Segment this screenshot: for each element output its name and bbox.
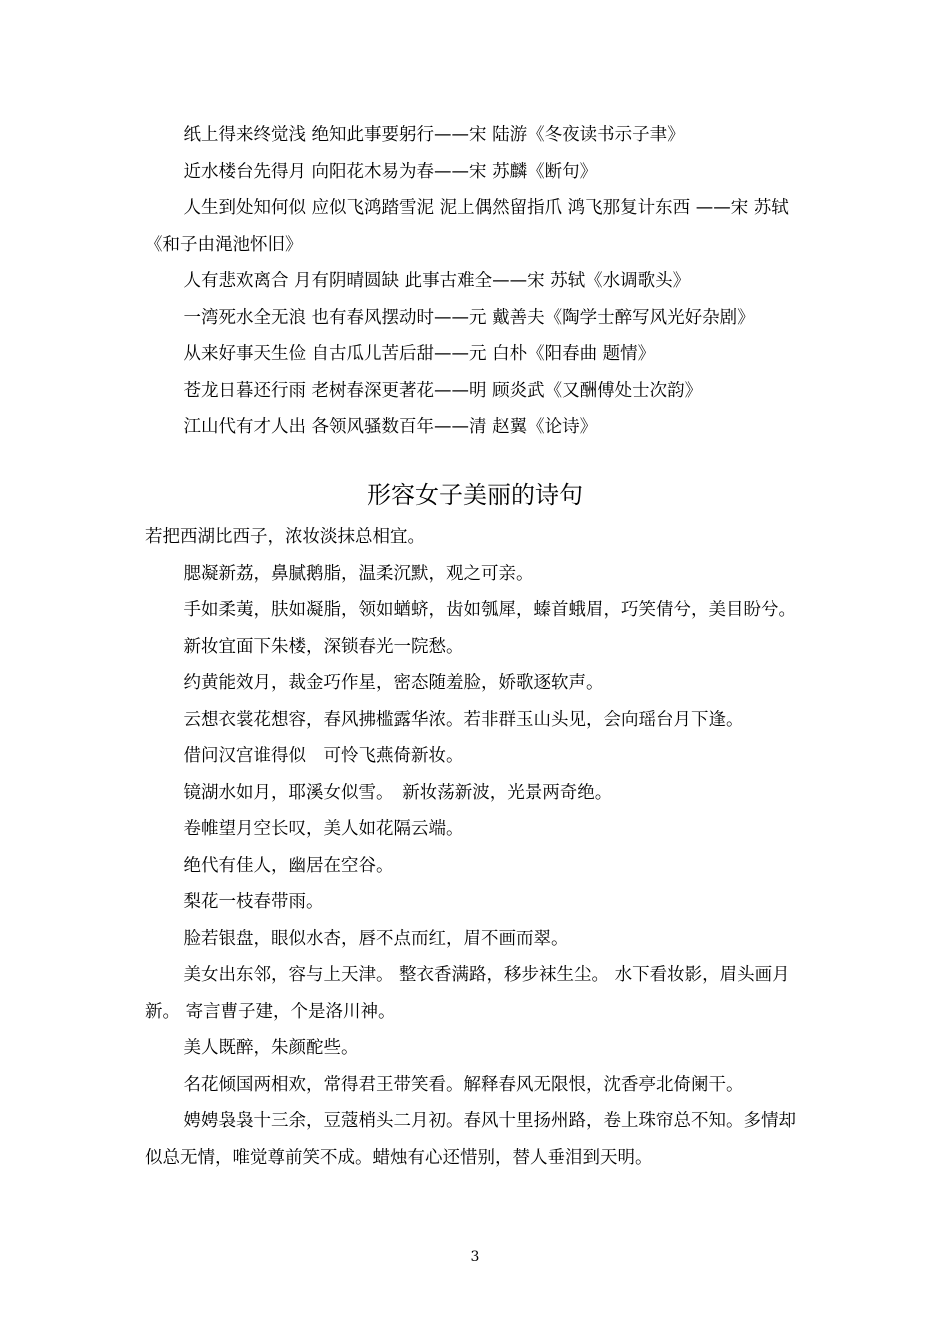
poem-line: 手如柔荑，肤如凝脂，领如蝤蛴，齿如瓠犀，螓首蛾眉，巧笑倩兮，美目盼兮。 — [183, 600, 796, 620]
page-number: 3 — [470, 1249, 480, 1265]
quote-line: 苍龙日暮还行雨 老树春深更著花——明 顾炎武《又酬傅处士次韵》 — [183, 380, 703, 401]
poem-line: 镜湖水如月，耶溪女似雪。 新妆荡新波，光景两奇绝。 — [183, 782, 613, 803]
poem-line: 名花倾国两相欢，常得君王带笑看。解释春风无限恨，沈香亭北倚阑干。 — [183, 1074, 744, 1095]
section-title: 形容女子美丽的诗句 — [367, 481, 583, 509]
poem-line: 娉娉袅袅十三余，豆蔻梢头二月初。春风十里扬州路，卷上珠帘总不知。多情却似总无情，唯觉尊前笑不成。蜡烛有心还惜别，替人垂泪到天明。 — [145, 1111, 796, 1168]
poem-line: 若把西湖比西子，浓妆淡抹总相宜。 — [145, 527, 425, 547]
poems-section — [145, 519, 810, 1176]
poem-line: 绝代有佳人，幽居在空谷。 — [183, 855, 394, 876]
quote-line: 人有悲欢离合 月有阴晴圆缺 此事古难全——宋 苏轼《水调歌头》 — [183, 271, 691, 291]
poem-line: 美人既醉，朱颜酡些。 — [183, 1038, 359, 1058]
poem-line: 新妆宜面下朱楼，深锁春光一院愁。 — [183, 636, 464, 657]
poem-line: 卷帷望月空长叹，美人如花隔云端。 — [183, 819, 464, 839]
quote-line: 近水楼台先得月 向阳花木易为春——宋 苏麟《断句》 — [183, 161, 598, 182]
quote-line: 纸上得来终觉浅 绝知此事要躬行——宋 陆游《冬夜读书示子聿》 — [183, 125, 685, 145]
quotes-section — [145, 117, 810, 446]
quote-line: 人生到处知何似 应似飞鸿踏雪泥 泥上偶然留指爪 鸿飞那复计东西 ——宋 苏轼《和子由渑池怀旧》 — [145, 198, 789, 255]
poem-line: 美女出东邻，容与上天津。 整衣香满路，移步袜生尘。 水下看妆影，眉头画月新。 寄言曹子建，个是洛川神。 — [145, 965, 790, 1022]
poem-line: 云想衣裳花想容，春风拂槛露华浓。若非群玉山头见，会向瑶台月下逢。 — [183, 709, 744, 730]
poem-line: 腮凝新荔，鼻腻鹅脂，温柔沉默，观之可亲。 — [183, 563, 534, 584]
quote-line: 江山代有才人出 各领风骚数百年——清 赵翼《论诗》 — [183, 417, 598, 437]
poem-line: 借问汉宫谁得似 可怜飞燕倚新妆。 — [183, 746, 464, 766]
quote-line: 从来好事天生俭 自古瓜儿苦后甜——元 白朴《阳春曲 题情》 — [183, 344, 656, 364]
poem-line: 脸若银盘，眼似水杏，唇不点而红，眉不画而翠。 — [183, 928, 569, 949]
poem-line: 梨花一枝春带雨。 — [183, 892, 324, 912]
quote-line: 一湾死水全无浪 也有春风摆动时——元 戴善夫《陶学士醉写风光好杂剧》 — [183, 307, 755, 328]
poem-line: 约黄能效月，裁金巧作星，密态随羞脸，娇歌逐软声。 — [183, 673, 604, 693]
